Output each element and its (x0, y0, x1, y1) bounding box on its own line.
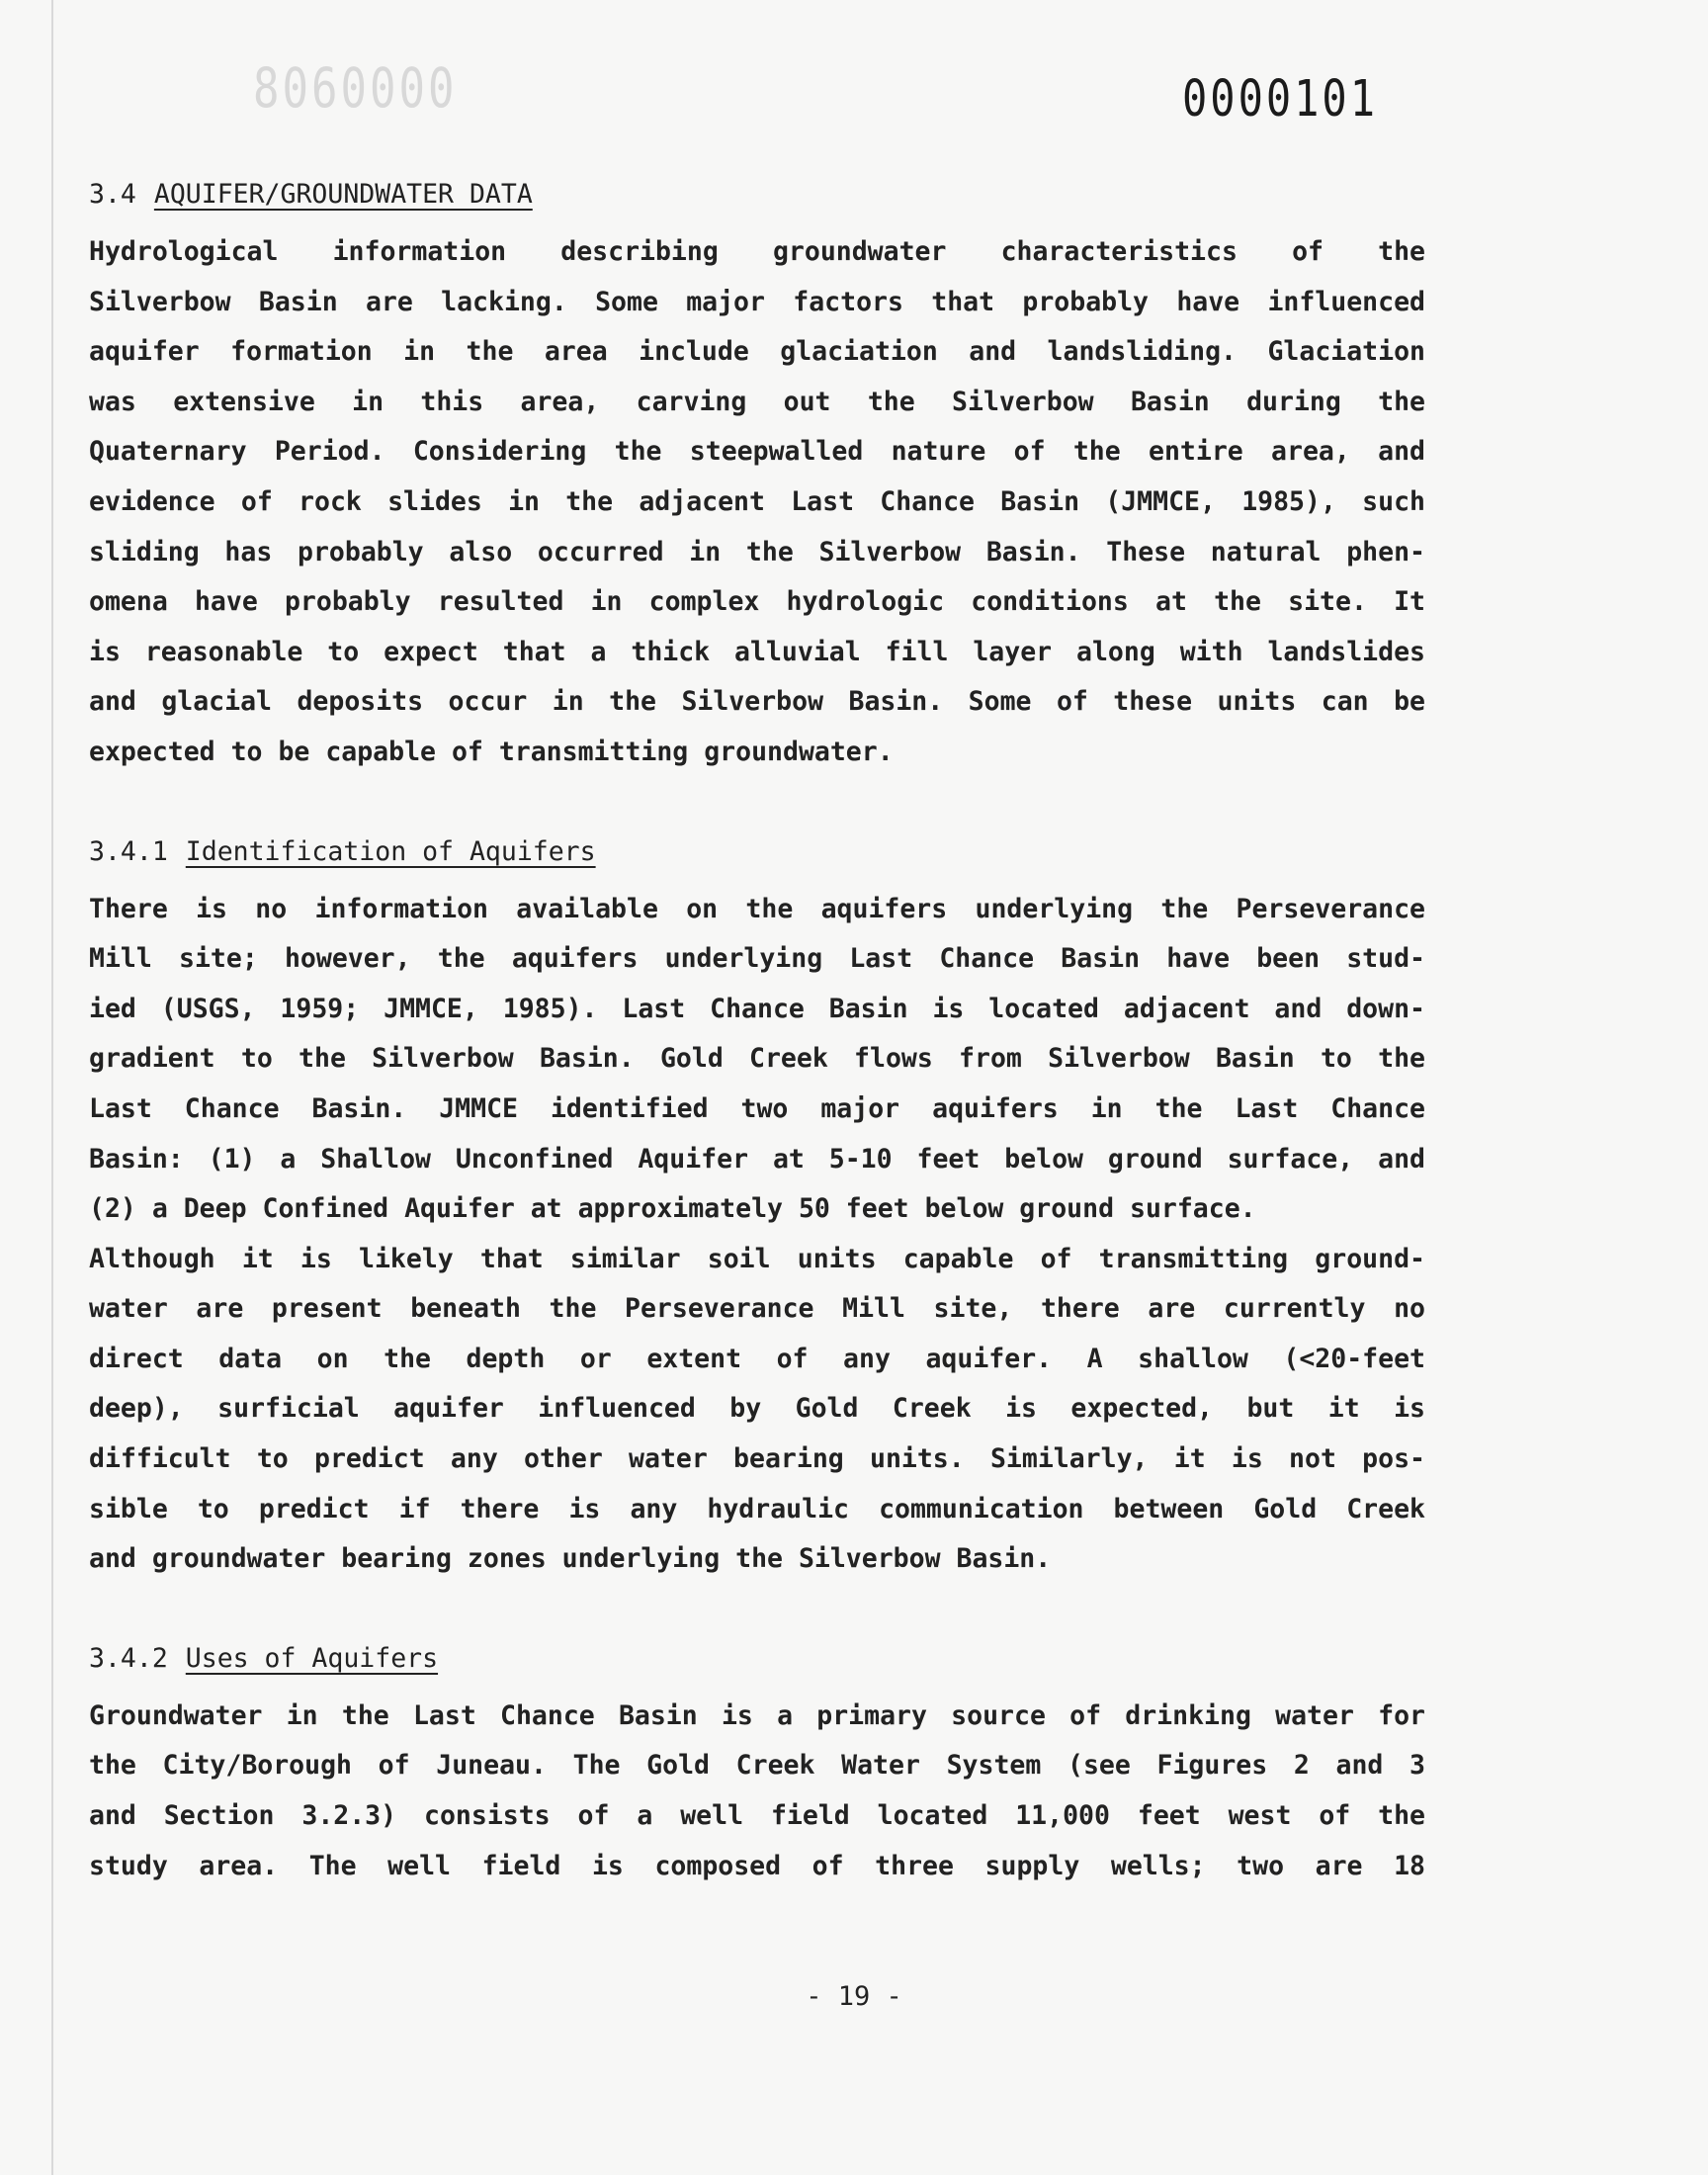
paragraph-line: is reasonable to expect that a thick alluvial fill layer along with landslides (89, 636, 1425, 667)
paragraph-line: study area. The well field is composed of three supply wells; two are 18 (89, 1850, 1425, 1881)
faint-document-stamp: 8060000 (253, 57, 458, 121)
document-control-number: 0000101 (1182, 69, 1379, 128)
section-number: 3.4.2 (89, 1642, 168, 1674)
page-number: - 19 - (806, 1981, 902, 2012)
paragraph-line: and groundwater bearing zones underlying the Silverbow Basin. (89, 1543, 1052, 1575)
paragraph-line: deep), surficial aquifer influenced by Gold Creek is expected, but it is (89, 1393, 1425, 1425)
paragraph-line: gradient to the Silverbow Basin. Gold Creek flows from Silverbow Basin to the (89, 1043, 1425, 1075)
section-3-4-1-paragraph (89, 885, 1425, 1585)
paragraph-line: There is no information available on the aquifers underlying the Perseverance (89, 893, 1425, 924)
scan-edge-line (51, 0, 53, 2175)
paragraph-line: sible to predict if there is any hydraulic communication between Gold Creek (89, 1493, 1425, 1524)
paragraph-line: omena have probably resulted in complex hydrologic conditions at the site. It (89, 586, 1425, 618)
paragraph-line: Groundwater in the Last Chance Basin is a primary source of drinking water for (89, 1699, 1425, 1731)
paragraph-line: and glacial deposits occur in the Silverbow Basin. Some of these units can be (89, 686, 1425, 718)
paragraph-line: was extensive in this area, carving out the Silverbow Basin during the (89, 386, 1425, 417)
paragraph-line: and Section 3.2.3) consists of a well field located 11,000 feet west of the (89, 1800, 1425, 1832)
document-body (89, 170, 1425, 1891)
paragraph-line: expected to be capable of transmitting groundwater. (89, 736, 894, 767)
paragraph-line: Although it is likely that similar soil units capable of transmitting ground- (89, 1243, 1425, 1274)
paragraph-line: evidence of rock slides in the adjacent Last Chance Basin (JMMCE, 1985), such (89, 485, 1425, 517)
section-title: AQUIFER/GROUNDWATER DATA (153, 179, 533, 210)
paragraph-line: water are present beneath the Perseverance Mill site, there are currently no (89, 1293, 1425, 1325)
section-3-4-2-heading (89, 1634, 1425, 1684)
paragraph-line: Mill site; however, the aquifers underlying Last Chance Basin have been stud- (89, 943, 1425, 975)
paragraph-line: direct data on the depth or extent of any aquifer. A shallow (<20-feet (89, 1343, 1425, 1374)
section-3-4-2-paragraph (89, 1692, 1425, 1891)
paragraph-line: difficult to predict any other water bearing units. Similarly, it is not pos- (89, 1443, 1425, 1475)
paragraph-line: Quaternary Period. Considering the steepwalled nature of the entire area, and (89, 436, 1425, 468)
section-3-4-1-heading (89, 827, 1425, 877)
paragraph-line: Last Chance Basin. JMMCE identified two major aquifers in the Last Chance (89, 1092, 1425, 1124)
section-3-4-heading (89, 170, 1425, 219)
paragraph-line: Silverbow Basin are lacking. Some major factors that probably have influenced (89, 286, 1425, 317)
paragraph-line: Hydrological information describing groundwater characteristics of the (89, 236, 1425, 267)
paragraph-line: (2) a Deep Confined Aquifer at approximately 50 feet below ground surface. (89, 1193, 1256, 1225)
paragraph-line: the City/Borough of Juneau. The Gold Creek Water System (see Figures 2 and 3 (89, 1750, 1425, 1782)
section-title: Uses of Aquifers (185, 1642, 439, 1674)
paragraph-line: aquifer formation in the area include glaciation and landsliding. Glaciation (89, 336, 1425, 368)
section-title: Identification of Aquifers (185, 835, 596, 867)
paragraph-line: sliding has probably also occurred in the Silverbow Basin. These natural phen- (89, 536, 1425, 567)
section-number: 3.4.1 (89, 835, 168, 867)
paragraph-line: ied (USGS, 1959; JMMCE, 1985). Last Chance Basin is located adjacent and down- (89, 993, 1425, 1024)
section-number: 3.4 (89, 179, 136, 210)
section-3-4-paragraph (89, 227, 1425, 778)
paragraph-line: Basin: (1) a Shallow Unconfined Aquifer at 5-10 feet below ground surface, and (89, 1143, 1425, 1174)
